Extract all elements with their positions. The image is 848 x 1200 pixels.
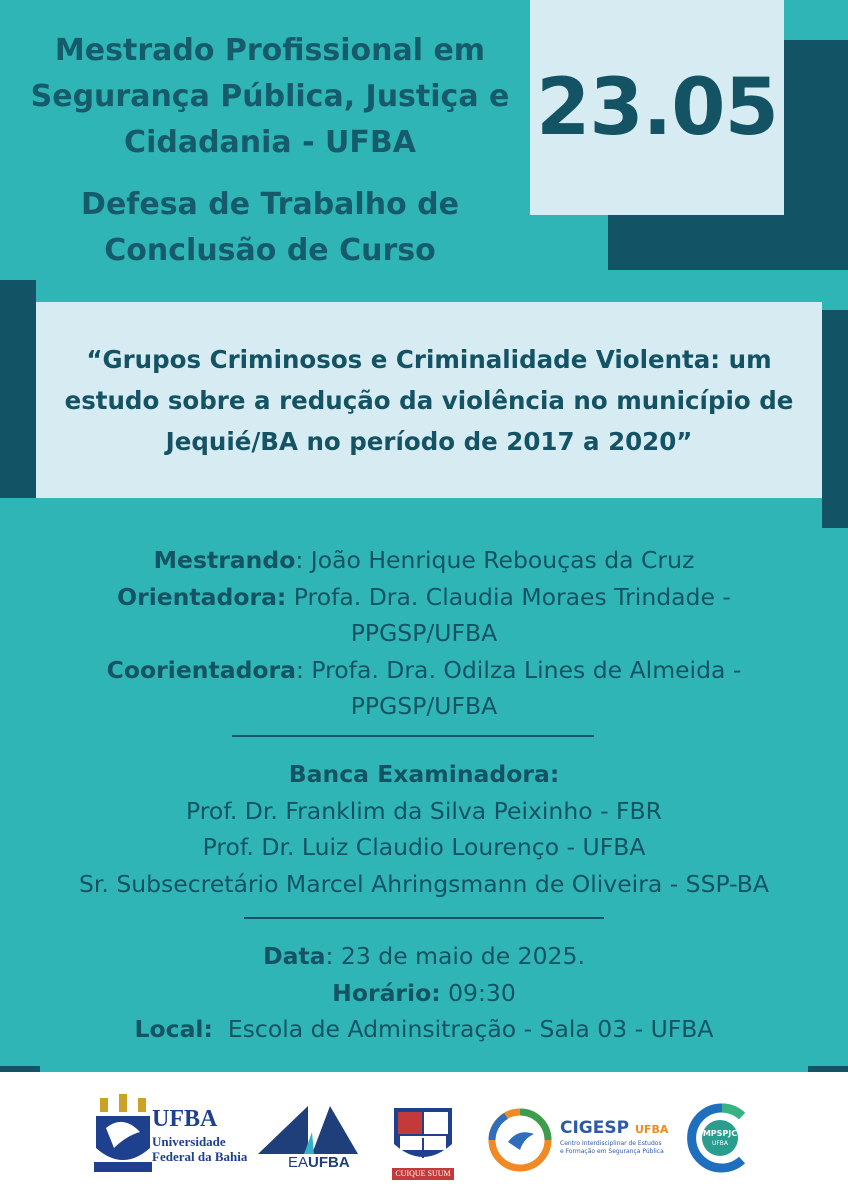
ufba-logo	[92, 1092, 252, 1182]
ufba-subtitle-2: Federal da Bahia	[152, 1149, 248, 1164]
cigesp-circle-icon	[488, 1108, 552, 1172]
logo-footer	[0, 1072, 848, 1200]
mpspjc-circle-icon	[684, 1102, 754, 1174]
place-label: Local:	[134, 1015, 213, 1043]
crest-shield-icon	[392, 1106, 454, 1170]
time-label: Horário:	[332, 978, 441, 1007]
cigesp-subtitle-2: e Formação em Segurança Pública	[560, 1148, 664, 1155]
student-name: : João Henrique Rebouças da Cruz	[295, 546, 695, 574]
right-accent-bar	[822, 310, 848, 528]
thesis-panel	[36, 302, 822, 498]
ufba-crest-icon	[92, 1092, 154, 1178]
coadvisor-name: : Profa. Dra. Odilza Lines de Almeida - PPGSP/UFBA	[296, 655, 742, 720]
place-value: Escola de Adminsitração - Sala 03 - UFBA	[212, 1015, 714, 1043]
divider-1	[232, 735, 594, 737]
advisor-line	[20, 579, 828, 652]
eaufba-wordmark	[288, 1154, 350, 1171]
schedule-section	[20, 938, 828, 1048]
thesis-title: “Grupos Criminosos e Criminalidade Violenta: um estudo sobre a redução da violência no município de Jequié/BA no período de 2017 a 2020”	[64, 344, 794, 456]
time-value: 09:30	[440, 978, 516, 1007]
student-label: Mestrando	[153, 546, 296, 574]
divider-2	[244, 917, 604, 919]
eaufba-suffix: UFBA	[308, 1154, 350, 1171]
committee-section	[20, 756, 828, 902]
eaufba-prefix: EA	[288, 1154, 309, 1171]
cigesp-logo	[488, 1108, 669, 1178]
committee-member: Prof. Dr. Luiz Claudio Lourenço - UFBA	[202, 833, 646, 861]
crest-motto: CUIQUE SUUM	[392, 1168, 454, 1180]
date-line	[20, 938, 828, 975]
eaufba-triangle-icon	[258, 1102, 358, 1154]
committee-label: Banca Examinadora:	[288, 760, 560, 788]
law-school-crest	[392, 1106, 456, 1182]
time-line	[20, 975, 828, 1012]
people-section	[20, 542, 828, 725]
ufba-subtitle-1: Universidade	[152, 1134, 226, 1149]
date-value: : 23 de maio de 2025.	[325, 942, 585, 970]
mpspjc-name: MPSPJC	[702, 1129, 738, 1138]
advisor-name: Profa. Dra. Claudia Moraes Trindade - PPGSP/UFBA	[286, 582, 731, 647]
mpspjc-ufba: UFBA	[711, 1140, 729, 1147]
cigesp-subtitle-1: Centro Interdisciplinar de Estudos	[560, 1140, 662, 1147]
cigesp-wordmark	[560, 1118, 668, 1138]
coadvisor-line	[20, 652, 828, 725]
coadvisor-label: Coorientadora	[106, 655, 296, 684]
place-line	[20, 1011, 828, 1048]
ufba-name: UFBA	[152, 1106, 218, 1132]
cigesp-name: CIGESP	[560, 1118, 630, 1138]
student-line	[20, 542, 828, 579]
left-accent-bar	[0, 280, 36, 498]
cigesp-ufba: UFBA	[635, 1123, 669, 1136]
committee-member: Prof. Dr. Franklim da Silva Peixinho - FBR	[186, 796, 662, 825]
mpspjc-logo	[684, 1102, 754, 1176]
event-date: 23.05	[536, 63, 778, 153]
advisor-label: Orientadora:	[117, 582, 287, 611]
program-title: Mestrado Profissional em Segurança Pública, Justiça e Cidadania - UFBA	[30, 33, 510, 160]
committee-member: Sr. Subsecretário Marcel Ahringsmann de Oliveira - SSP-BA	[78, 869, 770, 898]
eaufba-logo	[258, 1102, 362, 1178]
event-title: Defesa de Trabalho de Conclusão de Curso	[81, 187, 459, 268]
date-label: Data	[263, 942, 326, 970]
